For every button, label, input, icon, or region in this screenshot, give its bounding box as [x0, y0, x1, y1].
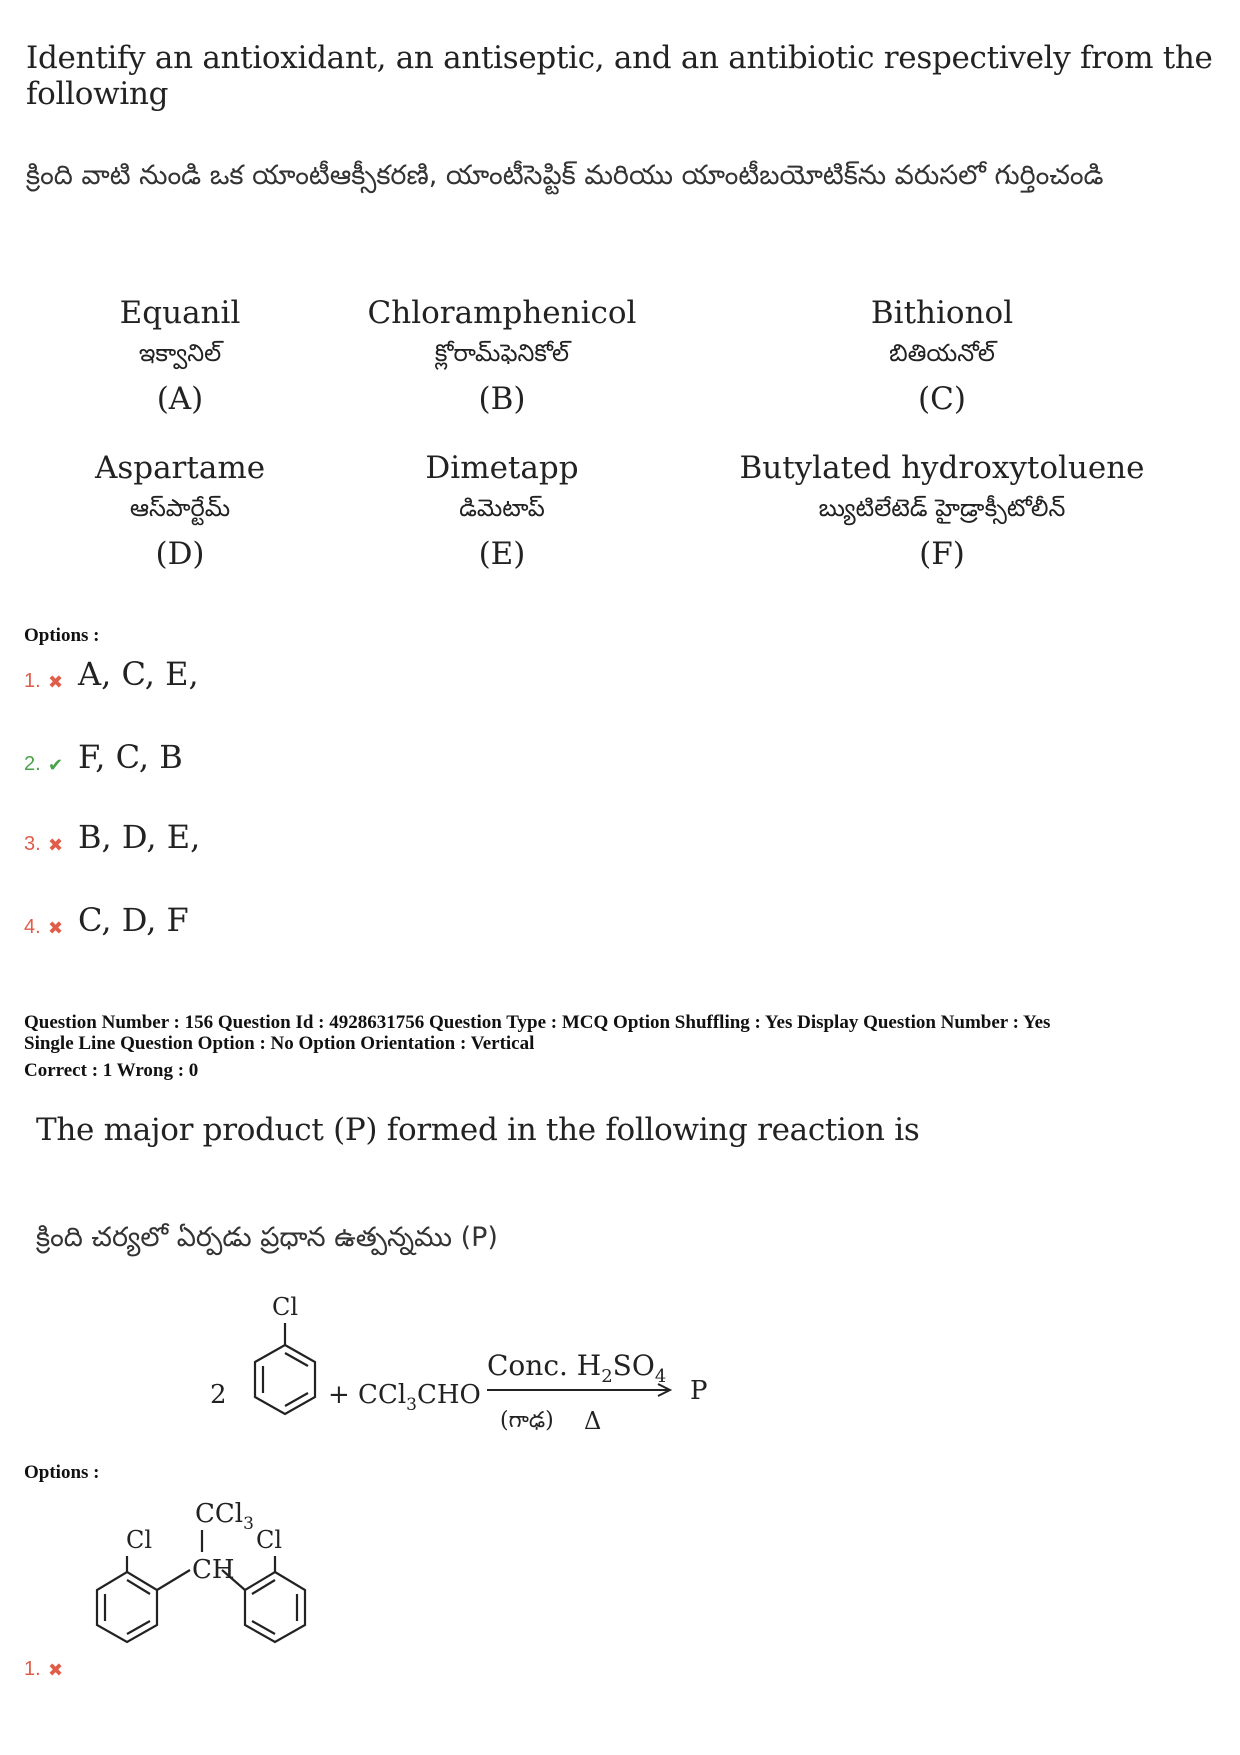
- left-ring: [97, 1556, 190, 1642]
- reaction-scheme: [200, 1285, 760, 1455]
- item-letter: (A): [156, 381, 204, 417]
- question-meta: [24, 1012, 1050, 1081]
- cross-icon: ✖: [48, 672, 64, 693]
- cl-right-label: Cl: [256, 1526, 283, 1554]
- meta-line-2: Single Line Question Option : No Option Orientation : Vertical: [24, 1033, 535, 1054]
- item-name-te: క్లోరామ్‌ఫెనికోల్: [434, 339, 570, 367]
- option-1[interactable]: [24, 655, 199, 693]
- item-letter: (F): [919, 536, 965, 572]
- reaction-arrow: [487, 1384, 670, 1396]
- item-letter: (E): [478, 536, 526, 572]
- item-name-te: ఇక్వానిల్: [138, 339, 222, 367]
- option-number: 1.: [24, 1658, 41, 1680]
- option-number: 2.: [24, 753, 41, 775]
- item-name: Chloramphenicol: [367, 295, 637, 331]
- option-number: 3.: [24, 833, 41, 855]
- item-name: Dimetapp: [425, 450, 579, 486]
- item-c: [732, 295, 1152, 417]
- item-name: Equanil: [119, 295, 241, 331]
- product-p: P: [690, 1376, 708, 1406]
- meta-line-1: Question Number : 156 Question Id : 4928631756 Question Type : MCQ Option Shuffling : Yes Display Question Number : Yes: [24, 1012, 1051, 1033]
- check-icon: ✔: [48, 755, 64, 776]
- item-e: [292, 450, 712, 572]
- options-label: Options :: [24, 625, 100, 646]
- item-name: Bithionol: [870, 295, 1014, 331]
- question-text-te: క్రింది చర్యలో ఏర్పడు ప్రధాన ఉత్పన్నము (P): [36, 1222, 498, 1253]
- substituent-cl: Cl: [272, 1293, 299, 1321]
- option-text: A, C, E,: [78, 655, 199, 693]
- item-name-te: డిమెటాప్: [459, 494, 545, 522]
- item-b: [292, 295, 712, 417]
- option-number: 4.: [24, 916, 41, 938]
- question-text-en: The major product (P) formed in the following reaction is: [36, 1112, 920, 1148]
- option-2[interactable]: [24, 738, 183, 776]
- ch-label: CH: [192, 1555, 235, 1585]
- option-4[interactable]: [24, 901, 189, 939]
- item-name-te: బ్యుటిలేటెడ్ హైడ్రాక్సీటోలీన్: [818, 494, 1066, 522]
- condition-bottom-te: (గాఢ): [500, 1408, 554, 1433]
- question-text-en: Identify an antioxidant, an antiseptic, and an antibiotic respectively from the following: [26, 40, 1213, 112]
- reagent: + CCl$_3$CHO: [328, 1380, 481, 1415]
- item-f: [732, 450, 1152, 572]
- item-name-te: ఆస్‌పార్టేమ్: [129, 494, 231, 522]
- option-1[interactable]: [24, 1658, 78, 1681]
- cross-icon: ✖: [48, 835, 64, 856]
- option-text: C, D, F: [78, 901, 189, 939]
- item-name-te: బితియనోల్: [889, 339, 995, 367]
- item-name: Butylated hydroxytoluene: [739, 450, 1145, 486]
- cl-left-label: Cl: [126, 1526, 153, 1554]
- options-label: Options :: [24, 1462, 100, 1483]
- item-name: Aspartame: [94, 450, 266, 486]
- item-letter: (C): [918, 381, 966, 417]
- cross-icon: ✖: [48, 918, 64, 939]
- option-text: B, D, E,: [78, 818, 201, 856]
- item-letter: (B): [478, 381, 526, 417]
- condition-bottom-delta: Δ: [584, 1407, 602, 1435]
- option-number: 1.: [24, 670, 41, 692]
- cross-icon: ✖: [48, 1660, 64, 1681]
- option-1-structure: [80, 1490, 340, 1670]
- chlorobenzene-structure: [255, 1323, 315, 1414]
- item-letter: (D): [155, 536, 205, 572]
- condition-top: Conc. $H_2SO_4$: [487, 1349, 667, 1387]
- option-3[interactable]: [24, 818, 200, 856]
- ccl3-label: CCl$_3$: [195, 1499, 254, 1534]
- question-text-te: క్రింది వాటి నుండి ఒక యాంటీఆక్సీకరణి, యాంటీసెప్టిక్ మరియు యాంటీబయోటిక్‌ను వరుసలో గుర్తించండి: [26, 160, 1104, 191]
- meta-line-3: Correct : 1 Wrong : 0: [24, 1060, 199, 1081]
- option-text: F, C, B: [78, 738, 183, 776]
- coefficient: 2: [210, 1380, 227, 1410]
